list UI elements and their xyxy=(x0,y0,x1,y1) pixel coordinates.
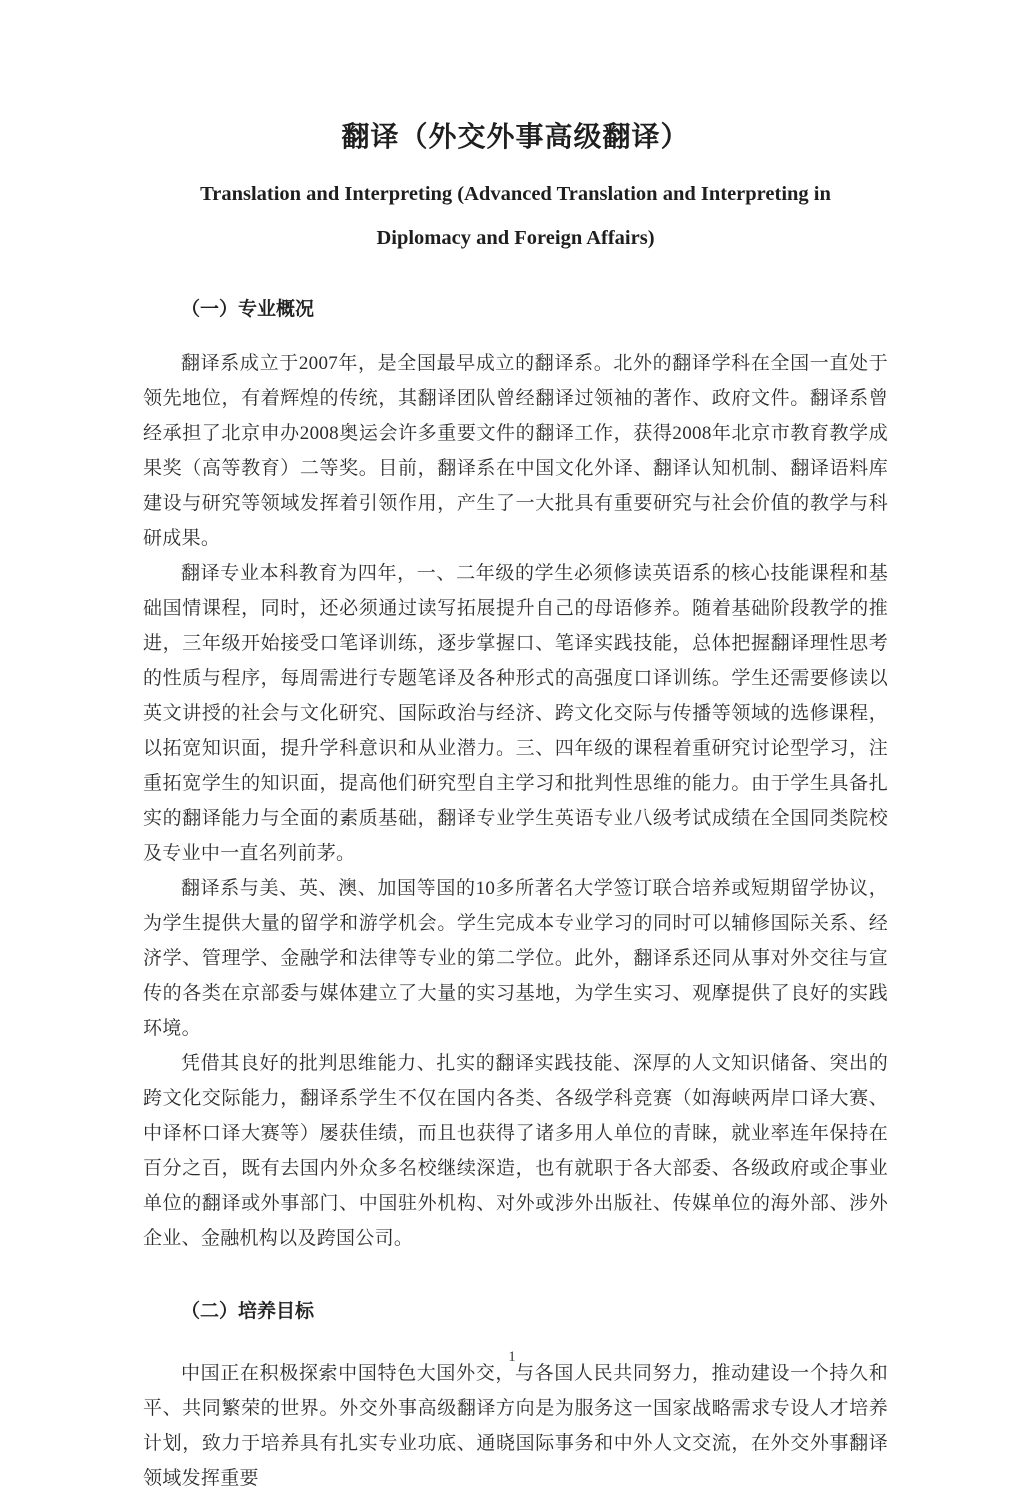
doc-subtitle-en xyxy=(143,172,888,260)
page-number: 1 xyxy=(508,1349,516,1365)
section-1-heading: （一）专业概况 xyxy=(181,299,315,320)
section-1-paragraph-4: 凭借其良好的批判思维能力、扎实的翻译实践技能、深厚的人文知识储备、突出的跨文化交际能力，翻译系学生不仅在国内各类、各级学科竞赛（如海峡两岸口译大赛、中译杯口译大赛等）屡获佳绩，而且也获得了诸多用人单位的青睐，就业率连年保持在百分之百，既有去国内外众多名校继续深造，也有就职于各大部委、各级政府或企事业单位的翻译或外事部门、中国驻外机构、对外或涉外出版社、传媒单位的海外部、涉外企业、金融机构以及跨国公司。 xyxy=(143,1053,888,1249)
doc-subtitle-line-2: Diplomacy and Foreign Affairs) xyxy=(376,227,655,249)
section-1-paragraph-3: 翻译系与美、英、澳、加国等国的10多所著名大学签订联合培养或短期留学协议，为学生提供大量的留学和游学机会。学生完成本专业学习的同时可以辅修国际关系、经济学、管理学、金融学和法律等专业的第二学位。此外，翻译系还同从事对外交往与宣传的各类在京部委与媒体建立了大量的实习基地，为学生实习、观摩提供了良好的实践环境。 xyxy=(143,878,888,1039)
section-1-paragraph-2: 翻译专业本科教育为四年，一、二年级的学生必须修读英语系的核心技能课程和基础国情课程，同时，还必须通过读写拓展提升自己的母语修养。随着基础阶段教学的推进，三年级开始接受口笔译训练，逐步掌握口、笔译实践技能，总体把握翻译理性思考的性质与程序，每周需进行专题笔译及各种形式的高强度口译训练。学生还需要修读以英文讲授的社会与文化研究、国际政治与经济、跨文化交际与传播等领域的选修课程，以拓宽知识面，提升学科意识和从业潜力。三、四年级的课程着重研究讨论型学习，注重拓宽学生的知识面，提高他们研究型自主学习和批判性思维的能力。由于学生具备扎实的翻译能力与全面的素质基础，翻译专业学生英语专业八级考试成绩在全国同类院校及专业中一直名列前茅。 xyxy=(143,563,888,864)
section-1-paragraph-1: 翻译系成立于2007年，是全国最早成立的翻译系。北外的翻译学科在全国一直处于领先地位，有着辉煌的传统，其翻译团队曾经翻译过领袖的著作、政府文件。翻译系曾经承担了北京申办2008奥运会许多重要文件的翻译工作，获得2008年北京市教育教学成果奖（高等教育）二等奖。目前，翻译系在中国文化外译、翻译认知机制、翻译语料库建设与研究等领域发挥着引领作用，产生了一大批具有重要研究与社会价值的教学与科研成果。 xyxy=(143,353,888,549)
doc-title: 翻译（外交外事高级翻译） xyxy=(341,122,690,153)
section-2-paragraph-1: 中国正在积极探索中国特色大国外交，与各国人民共同努力，推动建设一个持久和平、共同繁荣的世界。外交外事高级翻译方向是为服务这一国家战略需求专设人才培养计划，致力于培养具有扎实专业功底、通晓国际事务和中外人文交流，在外交外事翻译领域发挥重要 xyxy=(143,1363,888,1489)
section-2-heading: （二）培养目标 xyxy=(181,1301,315,1322)
doc-subtitle-line-1: Translation and Interpreting (Advanced Translation and Interpreting in xyxy=(200,183,831,205)
